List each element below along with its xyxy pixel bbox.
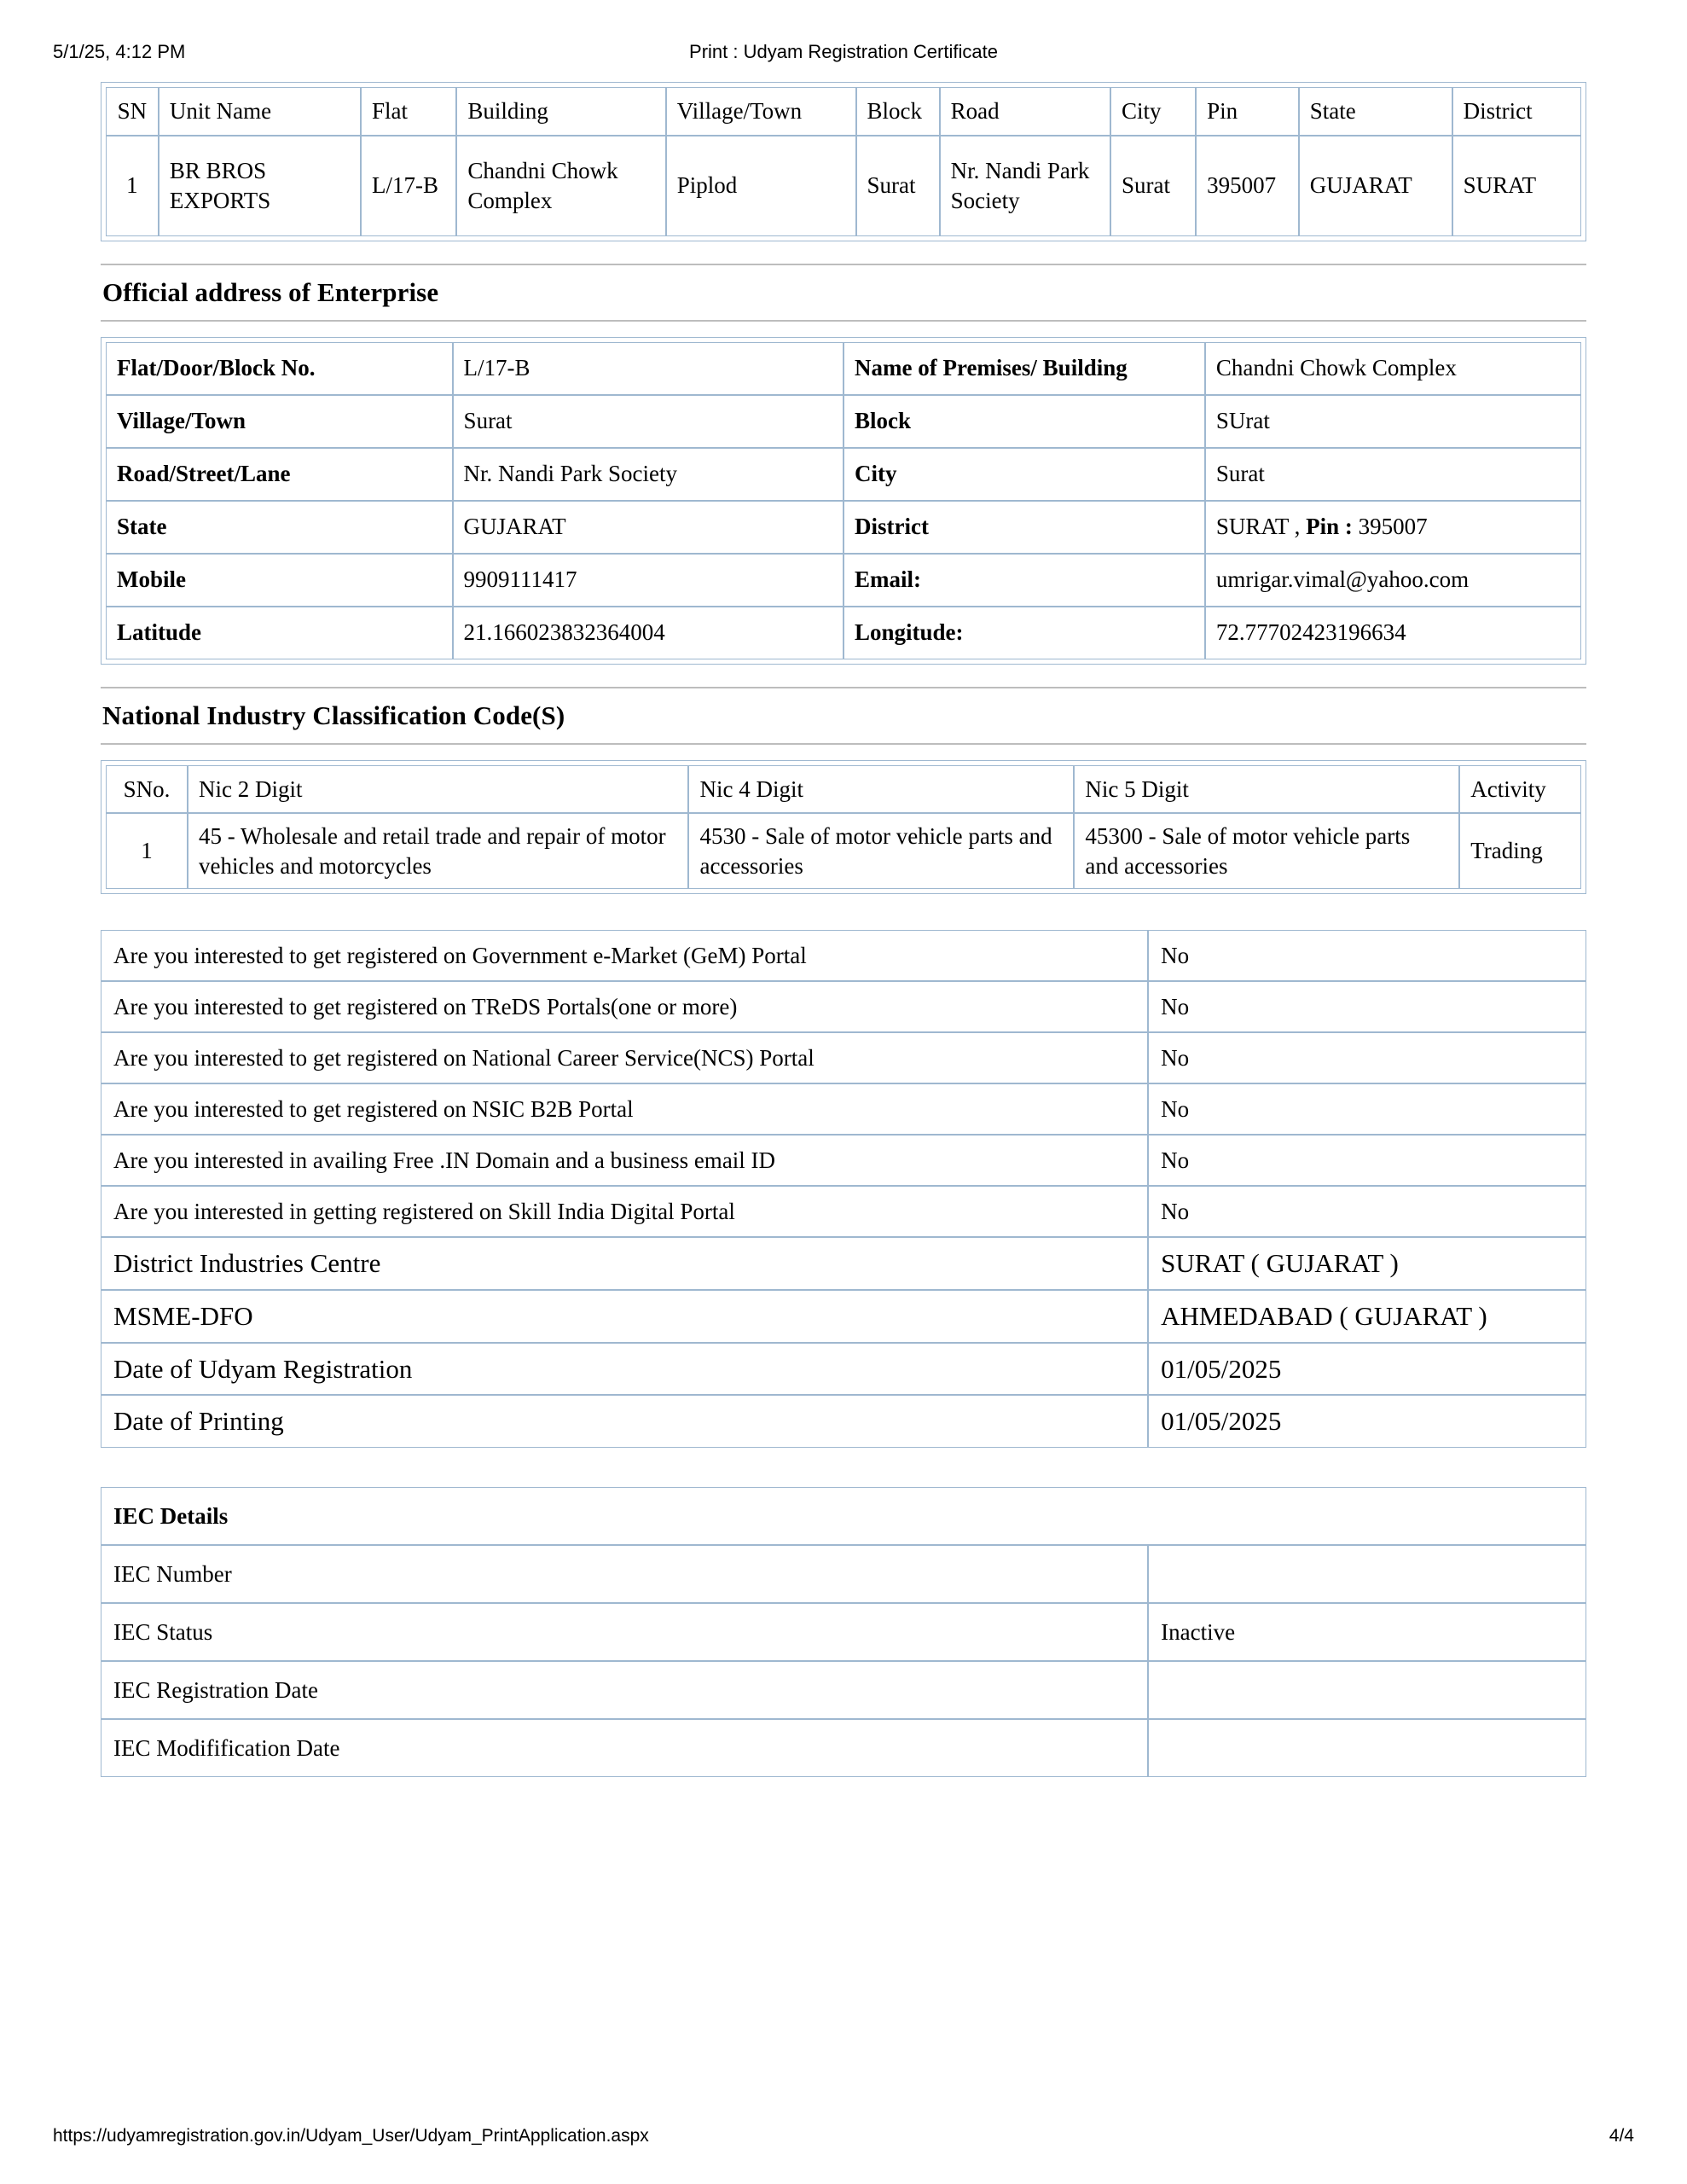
table-header-row xyxy=(101,1487,1586,1545)
cell-building: Chandni Chowk Complex xyxy=(456,136,665,236)
cell-pin: 395007 xyxy=(1196,136,1299,236)
col-nic-4-digit: Nic 4 Digit xyxy=(688,765,1074,814)
label-flat-door-block: Flat/Door/Block No. xyxy=(106,342,453,395)
value-gem-portal: No xyxy=(1148,930,1586,981)
table-row xyxy=(101,1083,1586,1135)
cell-sno: 1 xyxy=(106,813,188,889)
label-road-street-lane: Road/Street/Lane xyxy=(106,448,453,501)
label-premises-name: Name of Premises/ Building xyxy=(844,342,1205,395)
nic-table xyxy=(106,765,1581,890)
pin-value: 395007 xyxy=(1352,514,1428,540)
table-row xyxy=(106,813,1581,889)
value-nsic-b2b-portal: No xyxy=(1148,1083,1586,1135)
value-iec-status: Inactive xyxy=(1148,1603,1586,1661)
label-iec-status: IEC Status xyxy=(101,1603,1148,1661)
cell-road: Nr. Nandi Park Society xyxy=(940,136,1110,236)
cell-sn: 1 xyxy=(106,136,159,236)
label-iec-modification-date: IEC Modifification Date xyxy=(101,1719,1148,1777)
value-road-street-lane: Nr. Nandi Park Society xyxy=(453,448,844,501)
nic-table-head xyxy=(106,765,1581,814)
nic-table-frame xyxy=(101,760,1586,895)
col-village-town: Village/Town xyxy=(666,87,856,136)
label-mobile: Mobile xyxy=(106,554,453,607)
value-msme-dfo: AHMEDABAD ( GUJARAT ) xyxy=(1148,1290,1586,1343)
label-date-of-udyam-registration: Date of Udyam Registration xyxy=(101,1343,1148,1396)
value-district-industries-centre: SURAT ( GUJARAT ) xyxy=(1148,1237,1586,1290)
section-title-official-address: Official address of Enterprise xyxy=(102,276,439,307)
table-row xyxy=(101,1661,1586,1719)
value-city: Surat xyxy=(1205,448,1581,501)
official-address-table xyxy=(106,342,1581,659)
cell-village-town: Piplod xyxy=(666,136,856,236)
col-unit-name: Unit Name xyxy=(159,87,361,136)
col-flat: Flat xyxy=(361,87,456,136)
value-free-in-domain: No xyxy=(1148,1135,1586,1186)
table-row xyxy=(101,1237,1586,1290)
value-iec-number xyxy=(1148,1545,1586,1603)
value-skill-india-portal: No xyxy=(1148,1186,1586,1237)
value-flat-door-block: L/17-B xyxy=(453,342,844,395)
label-district: District xyxy=(844,501,1205,554)
value-ncs-portal: No xyxy=(1148,1032,1586,1083)
address-table-body xyxy=(106,342,1581,659)
section-title-nic: National Industry Classification Code(S) xyxy=(102,700,565,730)
label-latitude: Latitude xyxy=(106,607,453,659)
table-row xyxy=(106,554,1581,607)
col-city: City xyxy=(1110,87,1196,136)
section-rule-bottom xyxy=(101,743,1586,745)
cell-nic-2-digit: 45 - Wholesale and retail trade and repair of motor vehicles and motorcycles xyxy=(188,813,688,889)
col-nic-2-digit: Nic 2 Digit xyxy=(188,765,688,814)
value-district xyxy=(1205,501,1581,554)
label-msme-dfo: MSME-DFO xyxy=(101,1290,1148,1343)
table-row xyxy=(106,395,1581,448)
label-block: Block xyxy=(844,395,1205,448)
district-name: SURAT , xyxy=(1215,514,1307,540)
label-nsic-b2b-portal: Are you interested to get registered on NSIC B2B Portal xyxy=(101,1083,1148,1135)
nic-table-body xyxy=(106,813,1581,889)
label-date-of-printing: Date of Printing xyxy=(101,1395,1148,1448)
label-district-industries-centre: District Industries Centre xyxy=(101,1237,1148,1290)
label-iec-number: IEC Number xyxy=(101,1545,1148,1603)
value-longitude: 72.77702423196634 xyxy=(1205,607,1581,659)
address-table-frame xyxy=(101,337,1586,665)
value-treds-portal: No xyxy=(1148,981,1586,1032)
cell-block: Surat xyxy=(856,136,940,236)
col-sno: SNo. xyxy=(106,765,188,814)
table-row xyxy=(106,501,1581,554)
value-premises-name: Chandni Chowk Complex xyxy=(1205,342,1581,395)
label-ncs-portal: Are you interested to get registered on National Career Service(NCS) Portal xyxy=(101,1032,1148,1083)
table-row xyxy=(101,1343,1586,1396)
table-row xyxy=(101,1545,1586,1603)
value-village-town: Surat xyxy=(453,395,844,448)
col-pin: Pin xyxy=(1196,87,1299,136)
iec-details-table-body xyxy=(101,1487,1586,1777)
col-state: State xyxy=(1299,87,1452,136)
cell-city: Surat xyxy=(1110,136,1196,236)
label-village-town: Village/Town xyxy=(106,395,453,448)
print-footer xyxy=(0,2126,1687,2152)
cell-state: GUJARAT xyxy=(1299,136,1452,236)
print-footer-url: https://udyamregistration.gov.in/Udyam_User/Udyam_PrintApplication.aspx xyxy=(53,2126,649,2146)
label-free-in-domain: Are you interested in availing Free .IN Domain and a business email ID xyxy=(101,1135,1148,1186)
page-content xyxy=(101,82,1586,1777)
table-row xyxy=(101,1290,1586,1343)
value-date-of-udyam-registration: 01/05/2025 xyxy=(1148,1343,1586,1396)
col-activity: Activity xyxy=(1459,765,1581,814)
label-iec-registration-date: IEC Registration Date xyxy=(101,1661,1148,1719)
unit-table xyxy=(106,87,1581,236)
iec-details-table xyxy=(101,1487,1586,1777)
table-row xyxy=(106,136,1581,236)
print-title: Print : Udyam Registration Certificate xyxy=(689,41,998,62)
cell-nic-4-digit: 4530 - Sale of motor vehicle parts and accessories xyxy=(688,813,1074,889)
iec-details-heading: IEC Details xyxy=(101,1487,1586,1545)
value-iec-modification-date xyxy=(1148,1719,1586,1777)
table-row xyxy=(106,448,1581,501)
label-state: State xyxy=(106,501,453,554)
questionnaire-table-body xyxy=(101,930,1586,1448)
questionnaire-table xyxy=(101,930,1586,1448)
cell-unit-name: BR BROS EXPORTS xyxy=(159,136,361,236)
cell-nic-5-digit: 45300 - Sale of motor vehicle parts and accessories xyxy=(1074,813,1459,889)
col-district: District xyxy=(1452,87,1581,136)
table-row xyxy=(106,342,1581,395)
table-row xyxy=(101,1032,1586,1083)
label-longitude: Longitude: xyxy=(844,607,1205,659)
unit-table-frame xyxy=(101,82,1586,241)
pin-label: Pin : xyxy=(1306,514,1353,540)
unit-table-head xyxy=(106,87,1581,136)
label-treds-portal: Are you interested to get registered on TReDS Portals(one or more) xyxy=(101,981,1148,1032)
table-header-row xyxy=(106,765,1581,814)
col-building: Building xyxy=(456,87,665,136)
label-gem-portal: Are you interested to get registered on Government e-Market (GeM) Portal xyxy=(101,930,1148,981)
value-latitude: 21.166023832364004 xyxy=(453,607,844,659)
table-row xyxy=(101,930,1586,981)
unit-table-body xyxy=(106,136,1581,236)
value-state: GUJARAT xyxy=(453,501,844,554)
table-row xyxy=(101,1135,1586,1186)
official-address-section-header xyxy=(101,264,1586,322)
table-row xyxy=(101,1395,1586,1448)
col-nic-5-digit: Nic 5 Digit xyxy=(1074,765,1459,814)
table-row xyxy=(106,607,1581,659)
label-skill-india-portal: Are you interested in getting registered on Skill India Digital Portal xyxy=(101,1186,1148,1237)
table-header-row xyxy=(106,87,1581,136)
cell-activity: Trading xyxy=(1459,813,1581,889)
cell-flat: L/17-B xyxy=(361,136,456,236)
table-row xyxy=(101,1603,1586,1661)
value-iec-registration-date xyxy=(1148,1661,1586,1719)
print-date: 5/1/25, 4:12 PM xyxy=(53,41,186,62)
print-header xyxy=(0,41,1687,67)
table-row xyxy=(101,1186,1586,1237)
nic-section-header xyxy=(101,687,1586,745)
col-road: Road xyxy=(940,87,1110,136)
cell-district: SURAT xyxy=(1452,136,1581,236)
table-row xyxy=(101,1719,1586,1777)
section-rule-bottom xyxy=(101,320,1586,322)
label-city: City xyxy=(844,448,1205,501)
value-block: SUrat xyxy=(1205,395,1581,448)
print-footer-page: 4/4 xyxy=(1609,2126,1634,2146)
col-block: Block xyxy=(856,87,940,136)
col-sn: SN xyxy=(106,87,159,136)
label-email: Email: xyxy=(844,554,1205,607)
table-row xyxy=(101,981,1586,1032)
value-email: umrigar.vimal@yahoo.com xyxy=(1205,554,1581,607)
value-date-of-printing: 01/05/2025 xyxy=(1148,1395,1586,1448)
value-mobile: 9909111417 xyxy=(453,554,844,607)
